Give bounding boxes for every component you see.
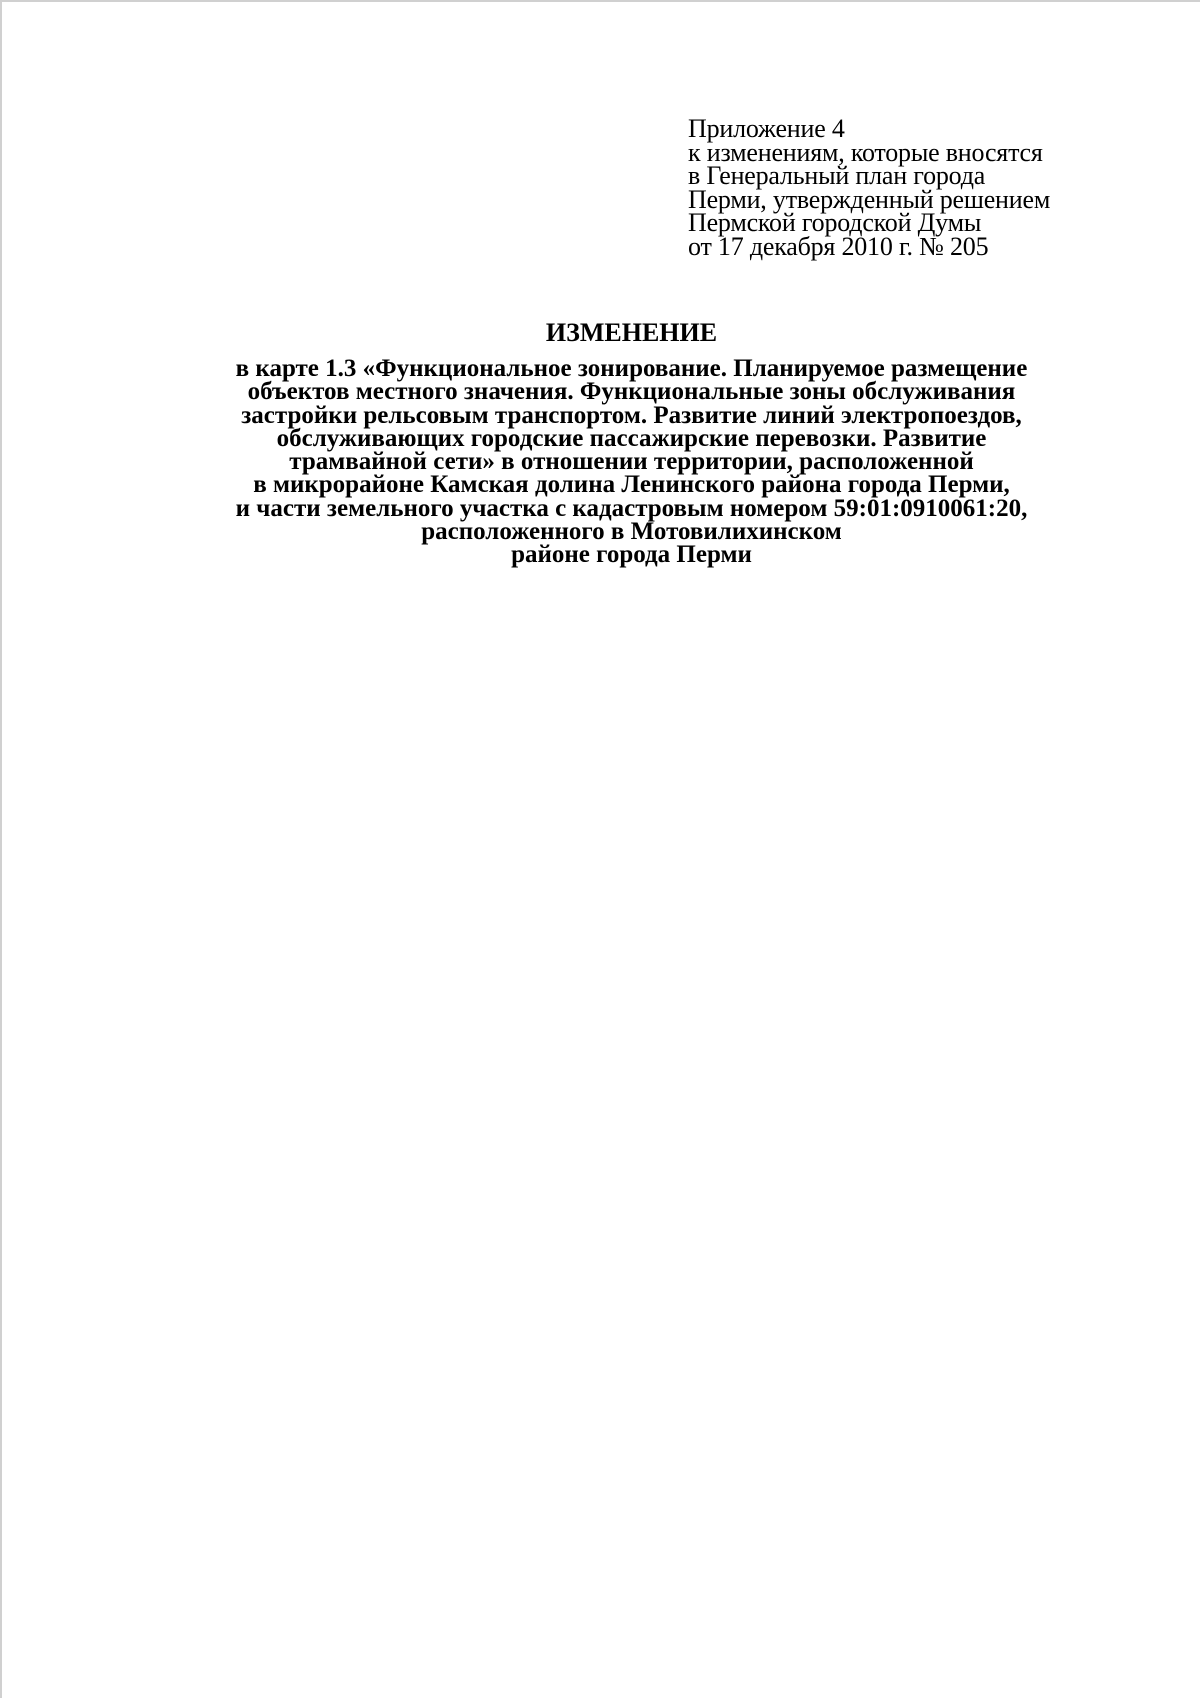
subject-line: в карте 1.3 «Функциональное зонирование. Планируемое размещение	[235, 355, 1028, 382]
document-title: ИЗМЕНЕНИЕ	[545, 318, 718, 347]
document-subject	[0, 357, 1200, 567]
appendix-line: Приложение 4	[688, 114, 845, 143]
subject-line: районе города Перми	[511, 541, 752, 569]
scan-border-top	[0, 0, 1200, 2]
subject-line: обслуживающих городские пассажирские перевозки. Развитие	[276, 424, 987, 452]
subject-line: объектов местного значения. Функциональные зоны обслуживания	[247, 378, 1016, 406]
scan-border-left	[0, 0, 2, 1698]
appendix-line: Пермской городской Думы	[688, 208, 982, 237]
appendix-line: к изменениям, которые вносятся	[688, 137, 1043, 167]
subject-line: расположенного в Мотовилихинском	[421, 518, 842, 546]
appendix-line: в Генеральный план города	[688, 161, 986, 190]
appendix-line: от 17 декабря 2010 г. № 205	[688, 231, 989, 261]
appendix-line: Перми, утвержденный решением	[688, 184, 1051, 214]
appendix-reference-block	[688, 114, 1148, 261]
subject-line: и части земельного участка с кадастровым номером 59:01:0910061:20,	[235, 494, 1028, 522]
subject-line: в микрорайоне Камская долина Ленинского района города Перми,	[253, 471, 1010, 499]
subject-line: трамвайной сети» в отношении территории, расположенной	[289, 448, 974, 476]
subject-line: застройки рельсовым транспортом. Развитие линий электропоездов,	[241, 401, 1022, 429]
